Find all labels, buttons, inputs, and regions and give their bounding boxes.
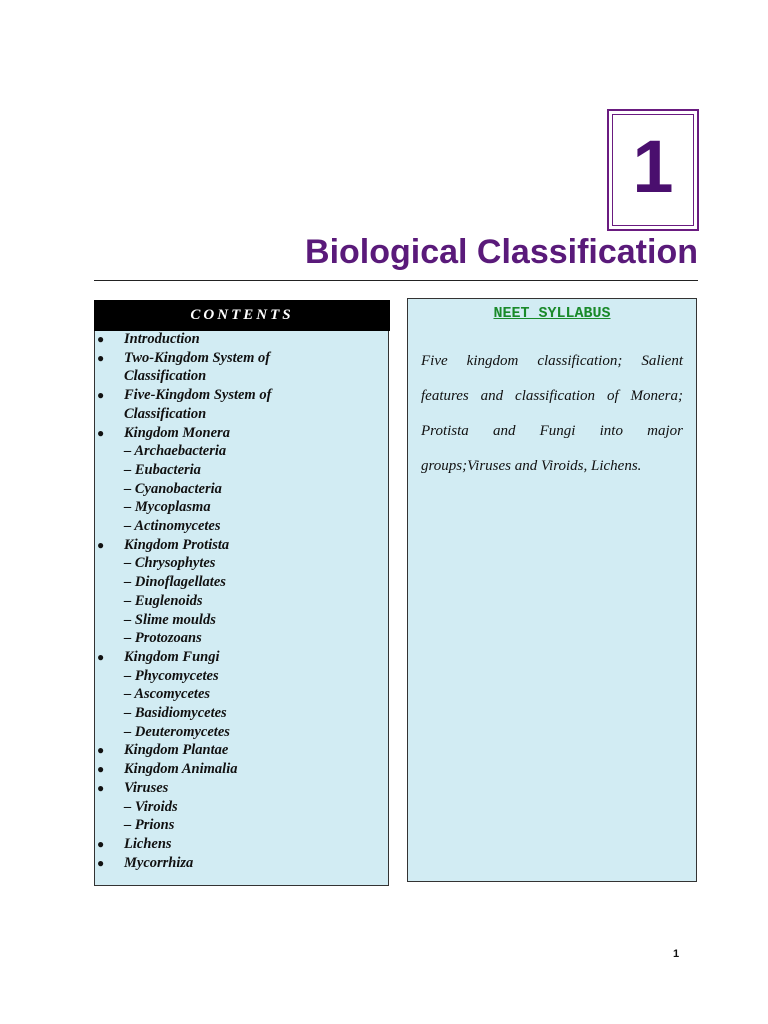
contents-item-label: – Archaebacteria — [124, 443, 227, 460]
contents-subitem — [95, 480, 388, 499]
bullet-icon: ● — [97, 762, 105, 777]
contents-item-label: Kingdom Protista — [124, 536, 230, 553]
contents-subitem — [95, 367, 388, 386]
bullet-icon: ● — [97, 425, 105, 440]
contents-subitem — [95, 405, 388, 424]
contents-item-label: – Phycomycetes — [124, 667, 219, 684]
bullet-icon: ● — [97, 350, 105, 365]
contents-subitem — [95, 461, 388, 480]
contents-item-label: – Eubacteria — [124, 461, 201, 478]
bullet-icon: ● — [97, 855, 105, 870]
contents-item-label: – Chrysophytes — [124, 555, 216, 572]
contents-subitem — [95, 704, 388, 723]
bullet-icon: ● — [97, 537, 105, 552]
syllabus-text: Five kingdom classification; Salient features and classification of Monera; Protista and Fungi into major groups;Viruses and Viroids, Lichens. — [421, 353, 683, 474]
contents-item-label: Kingdom Fungi — [124, 648, 220, 665]
contents-subitem — [95, 573, 388, 592]
contents-item-label: – Cyanobacteria — [124, 480, 222, 497]
contents-item-label: Kingdom Animalia — [124, 761, 238, 778]
contents-item-label: – Basidiomycetes — [124, 705, 227, 722]
contents-header: CONTENTS — [94, 300, 390, 331]
contents-subitem — [95, 554, 388, 573]
bullet-icon: ● — [97, 743, 105, 758]
contents-item-label: – Slime moulds — [124, 611, 216, 628]
contents-subitem — [95, 498, 388, 517]
contents-subitem — [95, 592, 388, 611]
syllabus-title: NEET SYLLABUS — [493, 305, 611, 322]
chapter-number: 1 — [632, 125, 674, 208]
contents-item-label: – Viroids — [124, 798, 178, 815]
chapter-number-box — [607, 109, 699, 231]
contents-item-label: Viruses — [124, 779, 169, 796]
contents-item-label: – Mycoplasma — [124, 499, 211, 516]
contents-panel — [94, 300, 389, 886]
contents-subitem — [95, 816, 388, 835]
contents-item — [95, 760, 388, 779]
syllabus-panel — [407, 298, 697, 882]
contents-subitem — [95, 629, 388, 648]
contents-item-label: Five-Kingdom System of — [124, 387, 272, 404]
bullet-icon: ● — [97, 388, 105, 403]
bullet-icon: ● — [97, 780, 105, 795]
contents-item — [95, 648, 388, 667]
contents-item-label: Mycorrhiza — [124, 854, 194, 871]
chapter-title: Biological Classification — [305, 233, 698, 271]
contents-item-label: Two-Kingdom System of — [124, 349, 271, 366]
contents-item — [95, 854, 388, 873]
contents-item-label: – Dinoflagellates — [124, 574, 226, 591]
contents-item-label: Kingdom Monera — [124, 424, 230, 441]
contents-list — [95, 330, 388, 872]
contents-item-label: Introduction — [124, 331, 200, 347]
page-number: 1 — [673, 948, 680, 960]
contents-subitem — [95, 517, 388, 536]
contents-item — [95, 330, 388, 349]
contents-item-label: Classification — [124, 405, 207, 422]
contents-item — [95, 741, 388, 760]
contents-item-label: – Ascomycetes — [124, 686, 211, 703]
contents-item — [95, 835, 388, 854]
bullet-icon: ● — [97, 649, 105, 664]
contents-subitem — [95, 667, 388, 686]
contents-item-label: Lichens — [124, 835, 172, 852]
bullet-icon: ● — [97, 332, 105, 346]
contents-item-label: Classification — [124, 368, 207, 385]
title-divider — [94, 280, 698, 281]
contents-item — [95, 536, 388, 555]
chapter-number-box-inner — [612, 114, 694, 226]
contents-item — [95, 779, 388, 798]
contents-item-label: – Deuteromycetes — [124, 723, 230, 740]
contents-item — [95, 386, 388, 405]
contents-item-label: – Actinomycetes — [124, 518, 221, 535]
contents-item — [95, 349, 388, 368]
bullet-icon: ● — [97, 836, 105, 851]
contents-subitem — [95, 685, 388, 704]
contents-item — [95, 424, 388, 443]
contents-item-label: Kingdom Plantae — [124, 742, 229, 759]
contents-subitem — [95, 442, 388, 461]
contents-item-label: – Euglenoids — [124, 592, 203, 609]
contents-subitem — [95, 611, 388, 630]
contents-subitem — [95, 723, 388, 742]
contents-subitem — [95, 798, 388, 817]
contents-item-label: – Protozoans — [124, 630, 202, 647]
contents-item-label: – Prions — [124, 817, 175, 834]
